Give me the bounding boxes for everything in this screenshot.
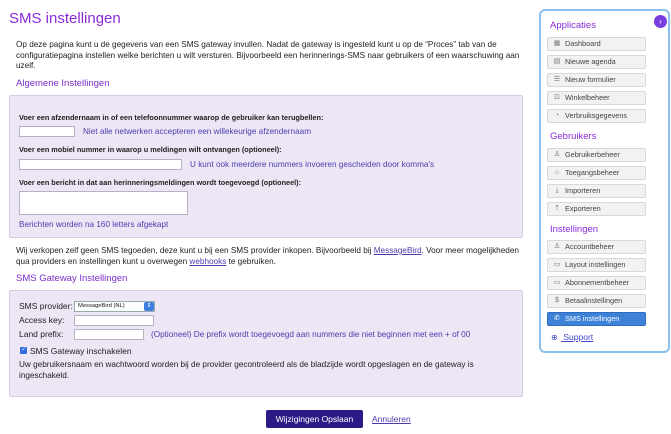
sidebar-item-nieuwe-agenda[interactable]	[547, 55, 646, 69]
sidebar-item-label: Verbruiksgegevens	[565, 111, 628, 120]
purchase-info	[16, 245, 526, 267]
support-label: Support	[563, 332, 594, 342]
user-icon: ♙	[553, 151, 561, 158]
sender-label: Voer een afzendernaam in of een telefoonnummer waarop de gebruiker kan terugbellen:	[19, 113, 324, 122]
sidebar-item-label: SMS instellingen	[565, 314, 620, 323]
sidebar-item-label: Accountbeheer	[565, 242, 615, 251]
mobile-label: Voer een mobiel nummer in waarop u meldingen wilt ontvangen (optioneel):	[19, 145, 282, 154]
mobile-hint: U kunt ook meerdere nummers invoeren gescheiden door komma's	[190, 160, 435, 169]
purchase-text-1: Wij verkopen zelf geen SMS tegoeden, deze kunt u bij een SMS provider inkopen. Bijvoorbeeld bij	[16, 246, 374, 255]
purchase-text-3: te gebruiken.	[226, 257, 276, 266]
sidebar-item-label: Nieuw formulier	[565, 75, 616, 84]
sidebar-item-label: Dashboard	[565, 39, 601, 48]
calendar-icon: ▤	[553, 58, 561, 65]
webhooks-link[interactable]: webhooks	[189, 257, 227, 266]
sidebar-section-instellingen: Instellingen	[550, 224, 599, 235]
sidebar-item-label: Abonnementbeheer	[565, 278, 630, 287]
access-key-label: Access key:	[19, 315, 65, 325]
sidebar-item-toegangsbeheer[interactable]	[547, 166, 646, 180]
sidebar-item-abonnementbeheer[interactable]	[547, 276, 646, 290]
purchase-text-2: . Voor meer mogelijkheden qua providers en instellingen kunt u overwegen	[16, 246, 519, 266]
save-button[interactable]: Wijzigingen Opslaan	[266, 410, 363, 428]
message-textarea[interactable]	[19, 191, 188, 215]
intro-text: Op deze pagina kunt u de gegevens van een SMS gateway invullen. Nadat de gateway is ingesteld kunt u op de “Proces” tab van de configuratiepagina instellen welke berichten u wilt versturen. Bijvoorbeeld een herinnerings-SMS naar gebruikers of een waarschuwing aan uzelf.	[16, 40, 520, 70]
sidebar-section-applicaties: Applicaties	[550, 20, 596, 31]
sidebar-item-verbruiksgegevens[interactable]	[547, 109, 646, 123]
form-icon: ☰	[553, 76, 561, 83]
sidebar-item-label: Toegangsbeheer	[565, 168, 620, 177]
general-settings-panel	[9, 95, 523, 238]
layout-icon: ▭	[553, 261, 561, 268]
export-icon: ⤒	[555, 205, 559, 212]
sidebar-item-betaalinstellingen[interactable]	[547, 294, 646, 308]
sidebar-item-importeren[interactable]	[547, 184, 646, 198]
sidebar-item-label: Nieuwe agenda	[565, 57, 616, 66]
subscription-icon: ▭	[553, 279, 561, 286]
sidebar-item-winkelbeheer[interactable]	[547, 91, 646, 105]
sidebar-item-label: Gebruikerbeheer	[565, 150, 620, 159]
usage-icon: ◔	[554, 112, 560, 119]
select-caret-icon: ⇕	[144, 302, 154, 311]
enable-gateway-label: SMS Gateway inschakelen	[30, 346, 132, 356]
sidebar-section-gebruikers: Gebruikers	[550, 131, 597, 142]
gateway-settings-title: SMS Gateway Instellingen	[16, 273, 128, 284]
message-label: Voer een bericht in dat aan herinneringsmeldingen wordt toegevoegd (optioneel):	[19, 178, 302, 187]
collapse-sidebar-icon[interactable]: ›	[654, 15, 667, 28]
sidebar-item-dashboard[interactable]	[547, 37, 646, 51]
sidebar-item-layout-instellingen[interactable]	[547, 258, 646, 272]
sidebar-item-sms-instellingen[interactable]	[547, 312, 646, 326]
provider-select[interactable]	[74, 301, 155, 312]
prefix-hint: (Optioneel) De prefix wordt toegevoegd aan nummers die niet beginnen met een + of 00	[151, 330, 471, 339]
sender-input[interactable]	[19, 126, 75, 137]
mobile-input[interactable]	[19, 159, 182, 170]
account-icon: ♙	[553, 243, 561, 250]
phone-icon: ✆	[554, 315, 560, 322]
sidebar-item-label: Importeren	[565, 186, 601, 195]
sidebar-item-label: Betaalinstellingen	[565, 296, 623, 305]
sidebar-item-label: Winkelbeheer	[565, 93, 610, 102]
provider-selected-value: MessageBird (NL)	[78, 303, 125, 309]
globe-icon: ⊕	[551, 333, 558, 342]
sender-hint: Niet alle netwerken accepteren een willekeurige afzendernaam	[83, 127, 312, 136]
payment-icon: $	[555, 297, 559, 304]
gateway-note: Uw gebruikersnaam en wachtwoord worden bij de provider gecontroleerd als de bladzijde wordt opgeslagen en de gateway is ingeschakeld.	[19, 360, 474, 380]
sidebar-item-label: Exporteren	[565, 204, 601, 213]
prefix-label: Land prefix:	[19, 329, 64, 339]
access-key-input[interactable]	[74, 315, 154, 326]
support-link[interactable]	[551, 332, 593, 342]
prefix-input[interactable]	[74, 329, 144, 340]
sidebar-item-gebruikerbeheer[interactable]	[547, 148, 646, 162]
enable-gateway-checkbox[interactable]: ✓	[20, 347, 27, 353]
dashboard-icon: ▦	[553, 40, 561, 47]
sidebar-item-label: Layout instellingen	[565, 260, 626, 269]
sidebar-item-exporteren[interactable]	[547, 202, 646, 216]
sidebar	[539, 9, 670, 353]
page-title: SMS instellingen	[9, 10, 121, 27]
message-hint: Berichten worden na 160 letters afgekapt	[19, 220, 169, 229]
messagebird-link[interactable]: MessageBird	[373, 246, 422, 255]
shop-icon: ⊡	[554, 94, 560, 101]
sidebar-item-accountbeheer[interactable]	[547, 240, 646, 254]
import-icon: ⤓	[555, 187, 559, 194]
gateway-settings-panel	[9, 290, 523, 397]
cancel-link[interactable]: Annuleren	[372, 414, 411, 424]
general-settings-title: Algemene Instellingen	[16, 78, 110, 89]
sidebar-item-nieuw-formulier[interactable]	[547, 73, 646, 87]
lock-icon: ⌂	[554, 169, 560, 176]
provider-label: SMS provider:	[19, 301, 73, 311]
